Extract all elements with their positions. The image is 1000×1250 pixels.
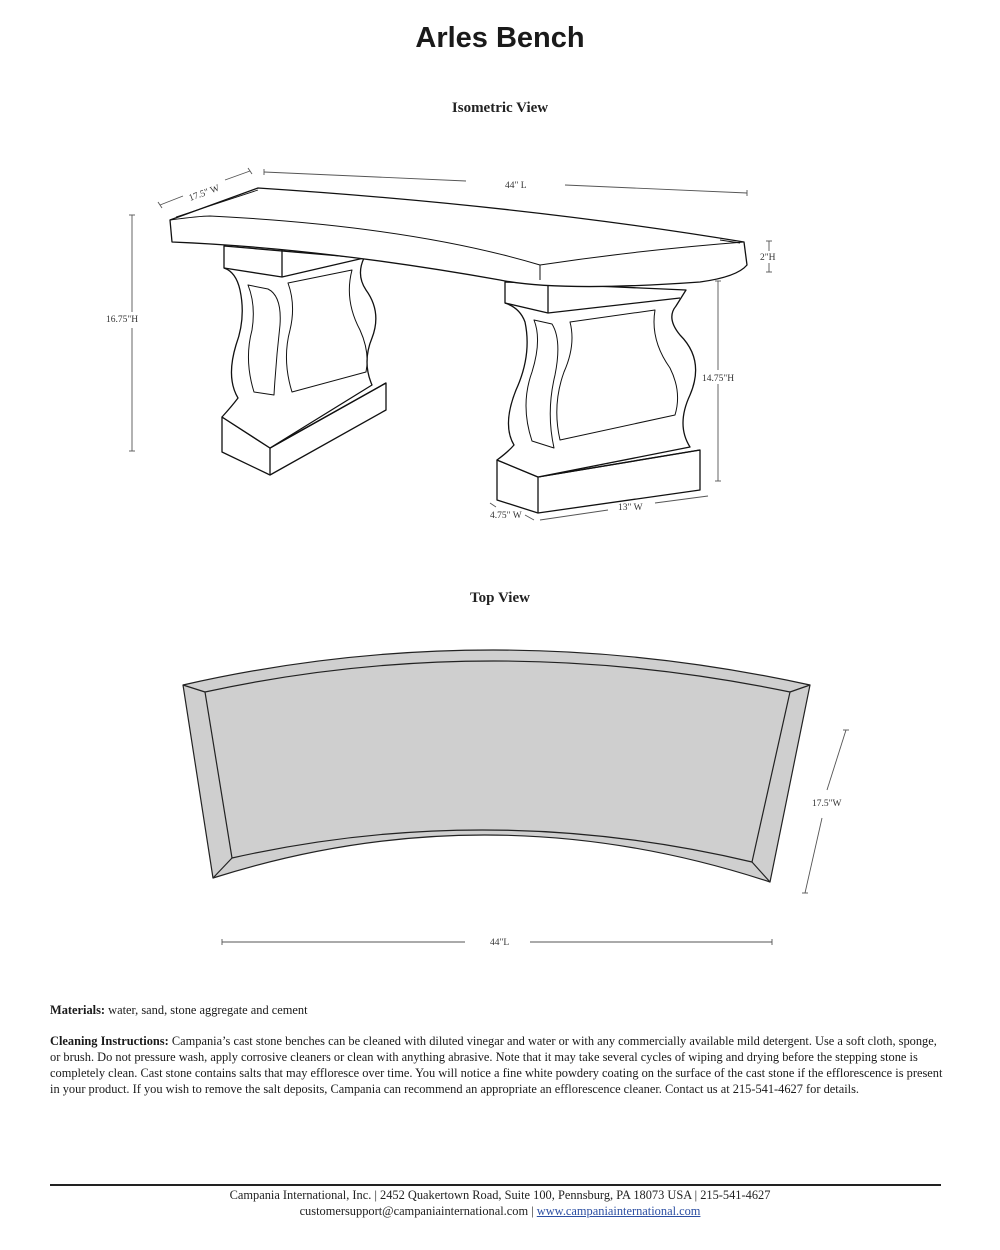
dim-seat-thickness-label: 2"H <box>760 253 776 263</box>
footer-contact <box>0 1204 1000 1219</box>
cleaning-label: Cleaning Instructions: <box>50 1034 169 1048</box>
dim-pedestal-depth-label: 4.75" W <box>490 511 522 521</box>
page-title: Arles Bench <box>415 22 585 54</box>
dim-seat-width-label: 17.5" W <box>187 183 221 204</box>
right-pedestal <box>497 282 700 513</box>
footer-separator: | <box>528 1204 537 1218</box>
dim-overall-height-label: 16.75"H <box>106 315 139 325</box>
materials-text: water, sand, stone aggregate and cement <box>105 1003 308 1017</box>
dim-pedestal-width-label: 13" W <box>618 503 643 513</box>
materials-label: Materials: <box>50 1003 106 1017</box>
dim-pedestal-height-label: 14.75"H <box>702 374 735 384</box>
top-view-drawing <box>183 650 810 882</box>
footer-website-link[interactable]: www.campaniainternational.com <box>536 1204 701 1218</box>
footer-divider <box>50 1184 941 1186</box>
materials-paragraph <box>50 1002 950 1018</box>
footer-email: customersupport@campaniainternational.com <box>299 1204 529 1218</box>
dim-length-label: 44" L <box>505 181 527 191</box>
isometric-view-heading: Isometric View <box>451 100 549 116</box>
top-dim-width-label: 17.5"W <box>812 799 842 809</box>
cleaning-text: Campania’s cast stone benches can be cleaned with diluted vinegar and water or with any commercially available mild detergent. Use a soft cloth, sponge, or brush. Do not pressure wash, apply corrosive cleaners or clean with anything abrasive. Note that it may take several cycles of wiping and drying before the stepping stone is completely clean. Cast stone contains salts that may effloresce over time. You will notice a fine white powdery coating on the surface of the cast stone if the efflorescence is present in your product. If you wish to remove the salt deposits, Campania can recommend an appropriate an efflorescence cleaner. Contact us at 215-541-4627 for details. <box>50 1034 943 1096</box>
cleaning-instructions-paragraph <box>50 1033 950 1097</box>
left-pedestal <box>222 246 386 475</box>
footer-address: Campania International, Inc. | 2452 Quakertown Road, Suite 100, Pennsburg, PA 18073 USA | 215-541-4627 <box>229 1188 771 1202</box>
top-dim-length-label: 44"L <box>490 938 510 948</box>
isometric-bench-drawing <box>170 188 747 513</box>
top-view-heading: Top View <box>470 590 530 606</box>
